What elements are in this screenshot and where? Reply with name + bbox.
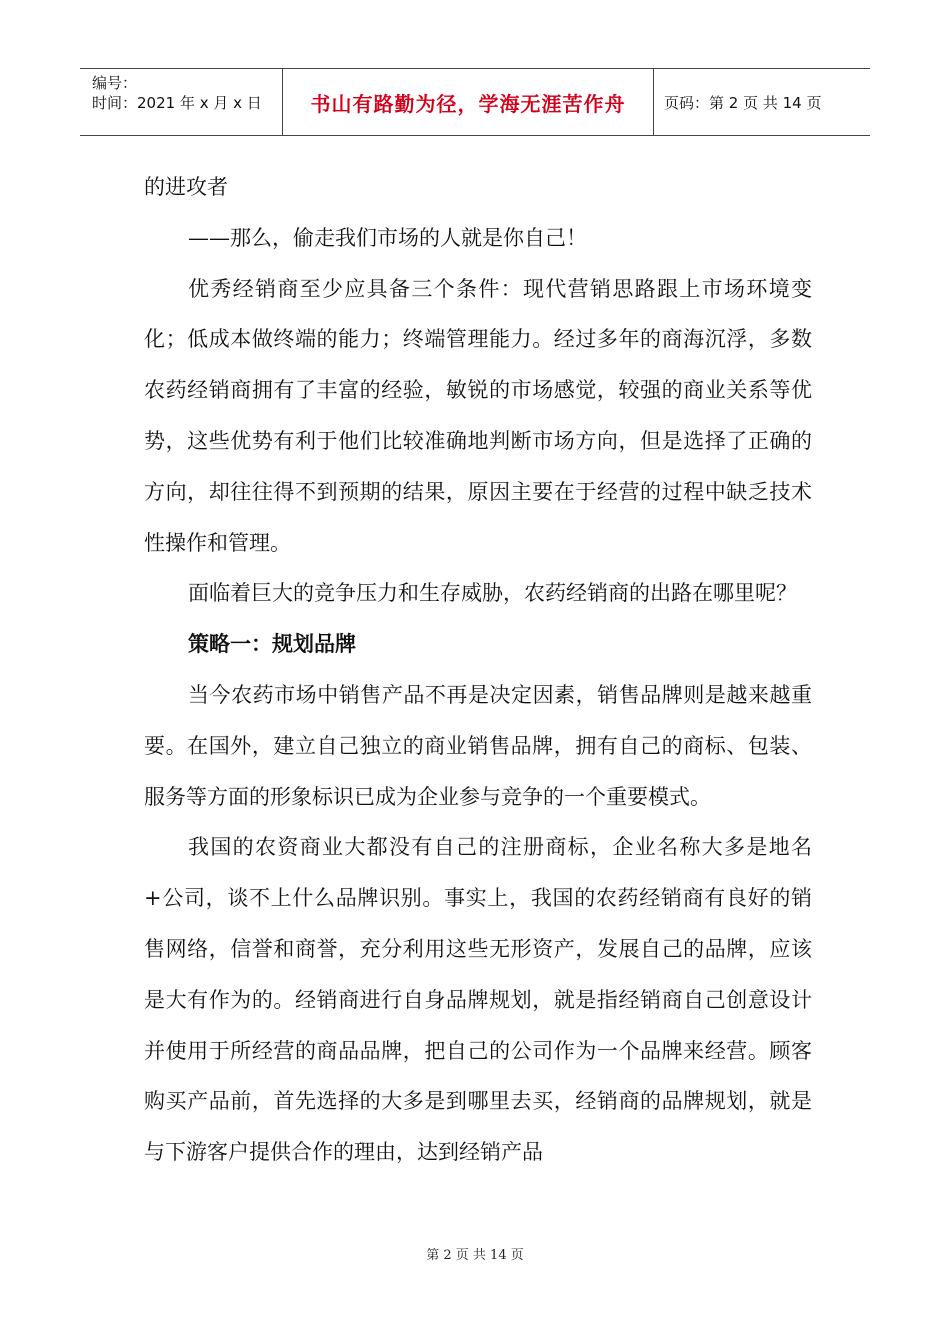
header-left bbox=[80, 69, 282, 135]
paragraph-brand-importance: 当今农药市场中销售产品不再是决定因素，销售品牌则是越来越重要。在国外，建立自己独立的商业销售品牌，拥有自己的商标、包装、服务等方面的形象标识已成为企业参与竞争的一个重要模式。 bbox=[144, 682, 812, 809]
paragraph-conditions: 优秀经销商至少应具备三个条件：现代营销思路跟上市场环境变化；低成本做终端的能力；终端管理能力。经过多年的商海沉浮，多数农药经销商拥有了丰富的经验，敏锐的市场感觉，较强的商业关系等优势，这些优势有利于他们比较准确地判断市场方向，但是选择了正确的方向，却往往得不到预期的结果，原因主要在于经营的过程中缺乏技术性操作和管理。 bbox=[144, 276, 812, 555]
paragraph-quote: ——那么，偷走我们市场的人就是你自己！ bbox=[188, 225, 587, 250]
page-header bbox=[80, 68, 870, 136]
doc-number-label: 编号： bbox=[92, 74, 138, 92]
header-motto: 书山有路勤为径，学海无涯苦作舟 bbox=[282, 69, 654, 135]
header-page-info: 页码：第 2 页 共 14 页 bbox=[664, 93, 822, 112]
paragraph-continuation: 的进攻者 bbox=[144, 175, 228, 199]
paragraph-brand-planning: 我国的农资商业大都没有自己的注册商标，企业名称大多是地名+公司，谈不上什么品牌识别。事实上，我国的农药经销商有良好的销售网络，信誉和商誉，充分利用这些无形资产，发展自己的品牌，应该是大有作为的。经销商进行自身品牌规划，就是指经销商自己创意设计并使用于所经营的商品品牌，把自己的公司作为一个品牌来经营。顾客购买产品前，首先选择的大多是到哪里去买，经销商的品牌规划，就是与下游客户提供合作的理由，达到经销产品 bbox=[144, 835, 812, 1165]
doc-date-label: 时间：2021 年 x 月 x 日 bbox=[92, 94, 262, 112]
document-body bbox=[144, 162, 812, 1178]
paragraph-question: 面临着巨大的竞争压力和生存威胁，农药经销商的出路在哪里呢？ bbox=[188, 581, 797, 606]
page-footer: 第 2 页 共 14 页 bbox=[426, 1248, 524, 1263]
section-heading: 策略一：规划品牌 bbox=[188, 632, 356, 657]
